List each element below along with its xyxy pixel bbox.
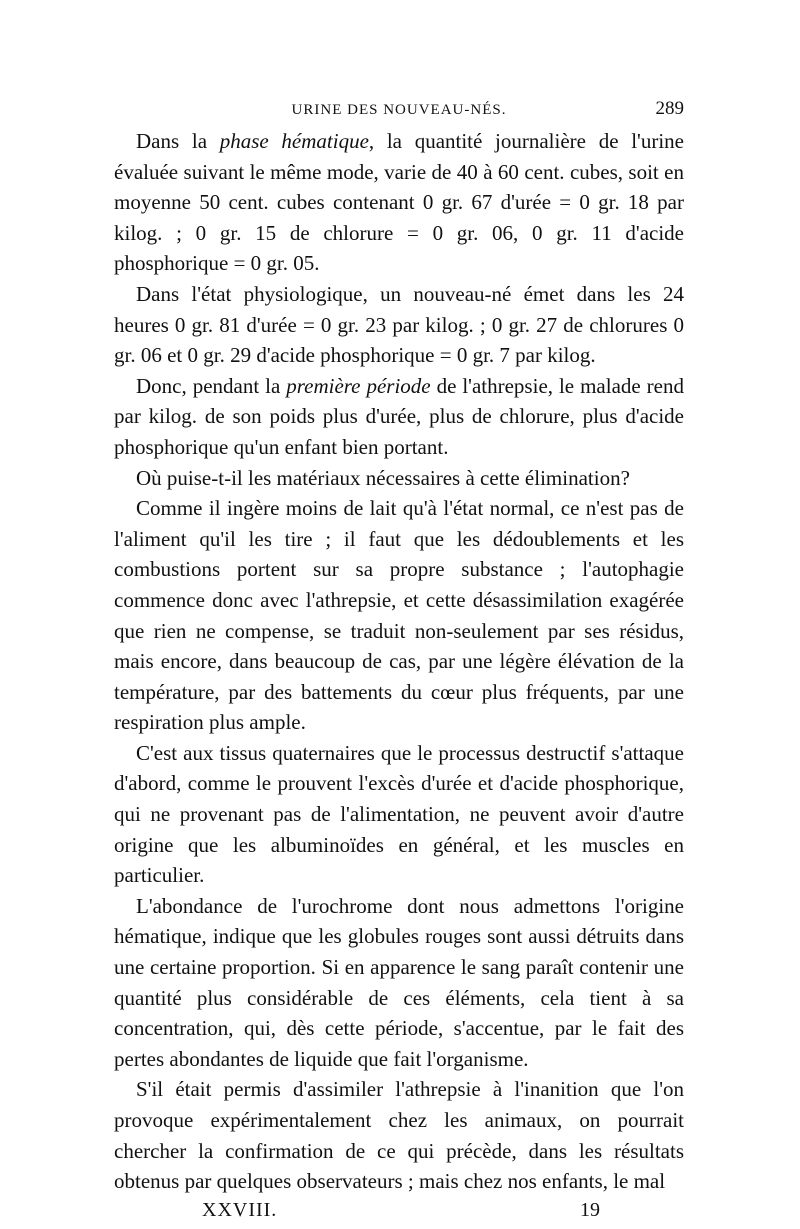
paragraph-premiere-periode [114, 371, 684, 463]
page-footer [114, 1199, 684, 1229]
page-number: 289 [655, 98, 684, 119]
paragraph-question-elimination: Où puise-t-il les matériaux nécessaires à cette élimination? [136, 465, 630, 490]
paragraph-text: , la quantité journalière de l'urine évaluée suivant le même mode, varie de 40 à 60 cent. cubes, soit en moyenne 50 cent. cubes contenant 0 gr. 67 d'urée = 0 gr. 18 par kilog. ; 0 gr. 15 de chlorure = 0 gr. 06, 0 gr. 11 d'acide phosphorique = 0 gr. 05. [114, 129, 684, 276]
paragraph-text: Dans la [136, 129, 220, 153]
paragraph-text: de l'athrepsie, le malade rend par kilog. de son poids plus d'urée, plus de chlorure, plus d'acide phosphorique qu'un enfant bien portant. [114, 373, 684, 459]
paragraph-tissus-quaternaires: C'est aux tissus quaternaires que le processus destructif s'attaque d'abord, comme le prouvent l'excès d'urée et d'acide phosphorique, qui ne provenant pas de l'alimentation, ne peuvent avoir d'autre origine que les albuminoïdes en général, et les muscles en particulier. [114, 740, 684, 888]
paragraph-text: Donc, pendant la [136, 373, 287, 398]
paragraph-autophagie: Comme il ingère moins de lait qu'à l'état normal, ce n'est pas de l'aliment qu'il les tire ; il faut que les dédoublements et les combustions portent sur sa propre substance ; l'autophagie commence donc avec l'athrepsie, et cette désassimilation exagérée que rien ne compense, se traduit non-seulement par ses résidus, mais encore, dans beaucoup de cas, par une légère élévation de la température, par des battements du cœur plus fréquents, par une respiration plus ample. [114, 496, 684, 735]
paragraph-etat-physiologique: Dans l'état physiologique, un nouveau-né émet dans les 24 heures 0 gr. 81 d'urée = 0 gr. 23 par kilog. ; 0 gr. 27 de chlorures 0 gr. 06 et 0 gr. 29 d'acide phosphorique = 0 gr. 7 par kilog. [114, 281, 684, 368]
sheet-number: 19 [580, 1198, 600, 1221]
book-page [114, 96, 684, 1229]
italic-term-phase-hematique: phase hématique [219, 129, 369, 153]
signature-mark: XXVIII. [202, 1198, 278, 1221]
paragraph-urochrome: L'abondance de l'urochrome dont nous admettons l'origine hématique, indique que les globules rouges sont aussi détruits dans une certaine proportion. Si en apparence le sang paraît contenir une quantité plus considérable de ces éléments, cela tient à sa concentration, qui, dès cette période, s'accentue, par le fait des pertes abondantes de liquide que fait l'organisme. [114, 893, 684, 1071]
running-head [114, 96, 684, 126]
running-title: URINE DES NOUVEAU-NÉS. [291, 102, 507, 118]
paragraph-inanition: S'il était permis d'assimiler l'athrepsie à l'inanition que l'on provoque expérimentalement chez les animaux, on pourrait chercher la confirmation de ce qui précède, dans les résultats obtenus par quelques observateurs ; mais chez nos enfants, le mal [114, 1077, 684, 1194]
italic-term-premiere-periode: première période [286, 373, 431, 398]
paragraph-phase-hematique [114, 126, 684, 279]
body-text [114, 126, 684, 1197]
